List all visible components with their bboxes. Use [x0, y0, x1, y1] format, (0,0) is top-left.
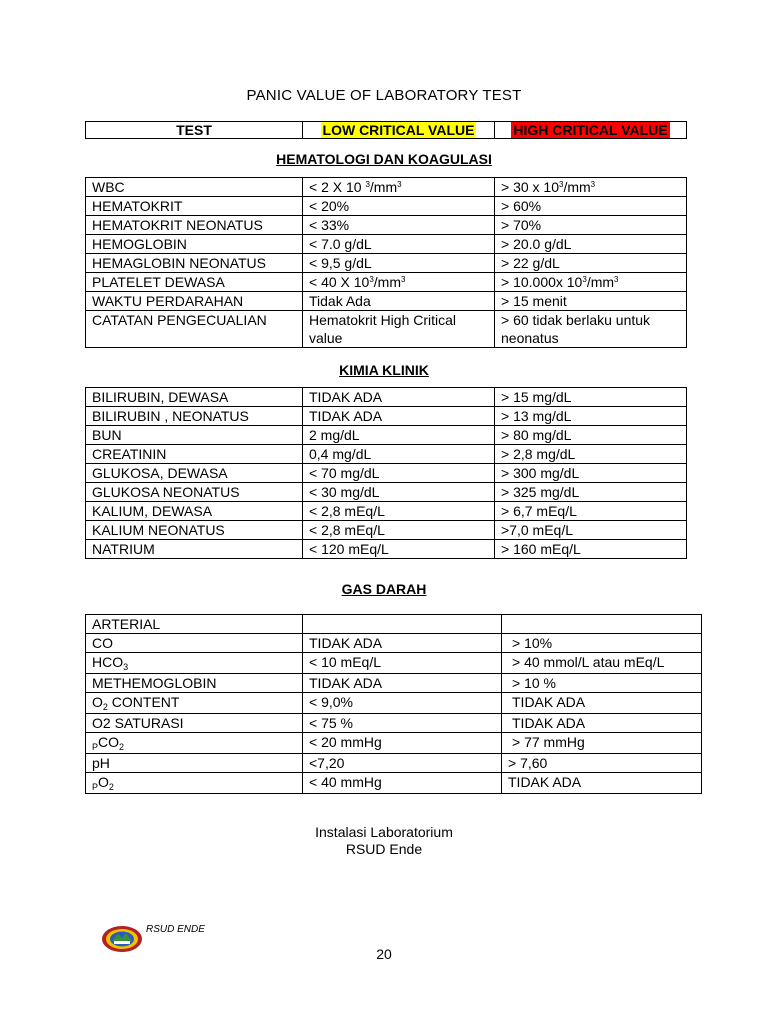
high-value: > 20.0 g/dL	[495, 235, 687, 254]
test-name: BUN	[86, 426, 303, 445]
low-value: <7,20	[303, 754, 502, 773]
high-value: TIDAK ADA	[502, 773, 702, 794]
low-value	[303, 615, 502, 634]
table-row	[86, 273, 687, 292]
test-name: $O_2$ CONTENT	[86, 693, 303, 714]
high-value: > 10 %	[502, 674, 702, 693]
high-value: > 300 mg/dL	[495, 464, 687, 483]
high-value: TIDAK ADA	[502, 714, 702, 733]
test-name: HEMATOKRIT NEONATUS	[86, 216, 303, 235]
table-row	[86, 502, 687, 521]
table-row	[86, 483, 687, 502]
table-row	[86, 197, 687, 216]
low-value: < 70 mg/dL	[303, 464, 495, 483]
low-value: 0,4 mg/dL	[303, 445, 495, 464]
test-name: CATATAN PENGECUALIAN	[86, 311, 303, 348]
header-high-critical: HIGH CRITICAL VALUE	[495, 122, 687, 139]
table-row	[86, 540, 687, 559]
high-value: >7,0 mEq/L	[495, 521, 687, 540]
low-value: < 2,8 mEq/L	[303, 502, 495, 521]
test-name: O2 SATURASI	[86, 714, 303, 733]
low-value: < 9,5 g/dL	[303, 254, 495, 273]
low-value: TIDAK ADA	[303, 388, 495, 407]
test-name: $HCO_3$	[86, 653, 303, 674]
table-row	[86, 388, 687, 407]
high-value: > 60 tidak berlaku untuk neonatus	[495, 311, 687, 348]
low-value: Hematokrit High Critical value	[303, 311, 495, 348]
table-row	[86, 311, 687, 348]
high-value: > 15 menit	[495, 292, 687, 311]
low-value: < 33%	[303, 216, 495, 235]
test-name: KALIUM, DEWASA	[86, 502, 303, 521]
table-row	[86, 292, 687, 311]
footer-institution: Instalasi Laboratorium	[315, 824, 453, 840]
table-row	[86, 693, 702, 714]
table-row	[86, 407, 687, 426]
test-name: $_PCO_2$	[86, 733, 303, 754]
high-value: > 70%	[495, 216, 687, 235]
test-name: pH	[86, 754, 303, 773]
table-row	[86, 254, 687, 273]
table-row	[86, 521, 687, 540]
test-name: ARTERIAL	[86, 615, 303, 634]
header-test: TEST	[86, 122, 303, 139]
gas-darah-table	[85, 614, 702, 794]
low-value: < 30 mg/dL	[303, 483, 495, 502]
test-name: BILIRUBIN, DEWASA	[86, 388, 303, 407]
kimia-table	[85, 387, 687, 559]
test-name: HEMAGLOBIN NEONATUS	[86, 254, 303, 273]
high-value: > 10.000x $10^3/mm^3$	[495, 273, 687, 292]
low-value: < 2,8 mEq/L	[303, 521, 495, 540]
table-row	[86, 674, 702, 693]
table-row	[86, 235, 687, 254]
high-value: > 2,8 mg/dL	[495, 445, 687, 464]
test-name: BILIRUBIN , NEONATUS	[86, 407, 303, 426]
high-value: > 22 g/dL	[495, 254, 687, 273]
test-name: METHEMOGLOBIN	[86, 674, 303, 693]
page-number: 20	[376, 946, 392, 962]
high-value: > 30 x $10^3/mm^3$	[495, 178, 687, 197]
high-value: > 80 mg/dL	[495, 426, 687, 445]
high-value: > 40 mmol/L atau mEq/L	[502, 653, 702, 674]
high-value: > 15 mg/dL	[495, 388, 687, 407]
test-name: WAKTU PERDARAHAN	[86, 292, 303, 311]
low-value: < 2 X 10 $^3/mm^3$	[303, 178, 495, 197]
high-value: > 7,60	[502, 754, 702, 773]
section-title-gas-darah: GAS DARAH	[341, 581, 427, 597]
table-row	[86, 773, 702, 794]
test-name: KALIUM NEONATUS	[86, 521, 303, 540]
test-name: CO	[86, 634, 303, 653]
test-name: NATRIUM	[86, 540, 303, 559]
high-value: > 6,7 mEq/L	[495, 502, 687, 521]
high-value: > 13 mg/dL	[495, 407, 687, 426]
low-value: TIDAK ADA	[303, 407, 495, 426]
low-value: < 9,0%	[303, 693, 502, 714]
hematologi-table	[85, 177, 687, 348]
logo-caption: RSUD ENDE	[146, 924, 205, 935]
table-row	[86, 653, 702, 674]
section-title-kimia: KIMIA KLINIK	[339, 362, 429, 378]
low-value: < 75 %	[303, 714, 502, 733]
high-value: > 77 mmHg	[502, 733, 702, 754]
low-value: < 40 X $10^3/mm^3$	[303, 273, 495, 292]
high-value	[502, 615, 702, 634]
low-value: < 7.0 g/dL	[303, 235, 495, 254]
table-row	[86, 754, 702, 773]
table-row	[86, 634, 702, 653]
test-name: $_PO_2$	[86, 773, 303, 794]
document-title: PANIC VALUE OF LABORATORY TEST	[246, 87, 522, 104]
section-title-hematologi: HEMATOLOGI DAN KOAGULASI	[276, 151, 492, 167]
low-value: < 10 mEq/L	[303, 653, 502, 674]
table-row	[86, 714, 702, 733]
test-name: PLATELET DEWASA	[86, 273, 303, 292]
test-name: GLUKOSA, DEWASA	[86, 464, 303, 483]
footer-hospital: RSUD Ende	[345, 841, 423, 857]
table-row	[86, 216, 687, 235]
test-name: HEMOGLOBIN	[86, 235, 303, 254]
low-value: TIDAK ADA	[303, 634, 502, 653]
table-row	[86, 733, 702, 754]
header-low-critical: LOW CRITICAL VALUE	[303, 122, 495, 139]
header-table	[85, 121, 687, 139]
test-name: CREATININ	[86, 445, 303, 464]
low-value: < 20%	[303, 197, 495, 216]
low-value: < 120 mEq/L	[303, 540, 495, 559]
low-value: 2 mg/dL	[303, 426, 495, 445]
high-value: > 325 mg/dL	[495, 483, 687, 502]
low-value: < 20 mmHg	[303, 733, 502, 754]
low-value: Tidak Ada	[303, 292, 495, 311]
test-name: WBC	[86, 178, 303, 197]
table-row	[86, 178, 687, 197]
test-name: HEMATOKRIT	[86, 197, 303, 216]
high-value: > 160 mEq/L	[495, 540, 687, 559]
test-name: GLUKOSA NEONATUS	[86, 483, 303, 502]
high-value: > 60%	[495, 197, 687, 216]
table-row	[86, 445, 687, 464]
table-row	[86, 615, 702, 634]
low-value: < 40 mmHg	[303, 773, 502, 794]
low-value: TIDAK ADA	[303, 674, 502, 693]
high-value: TIDAK ADA	[502, 693, 702, 714]
table-row	[86, 426, 687, 445]
high-value: > 10%	[502, 634, 702, 653]
table-row	[86, 464, 687, 483]
